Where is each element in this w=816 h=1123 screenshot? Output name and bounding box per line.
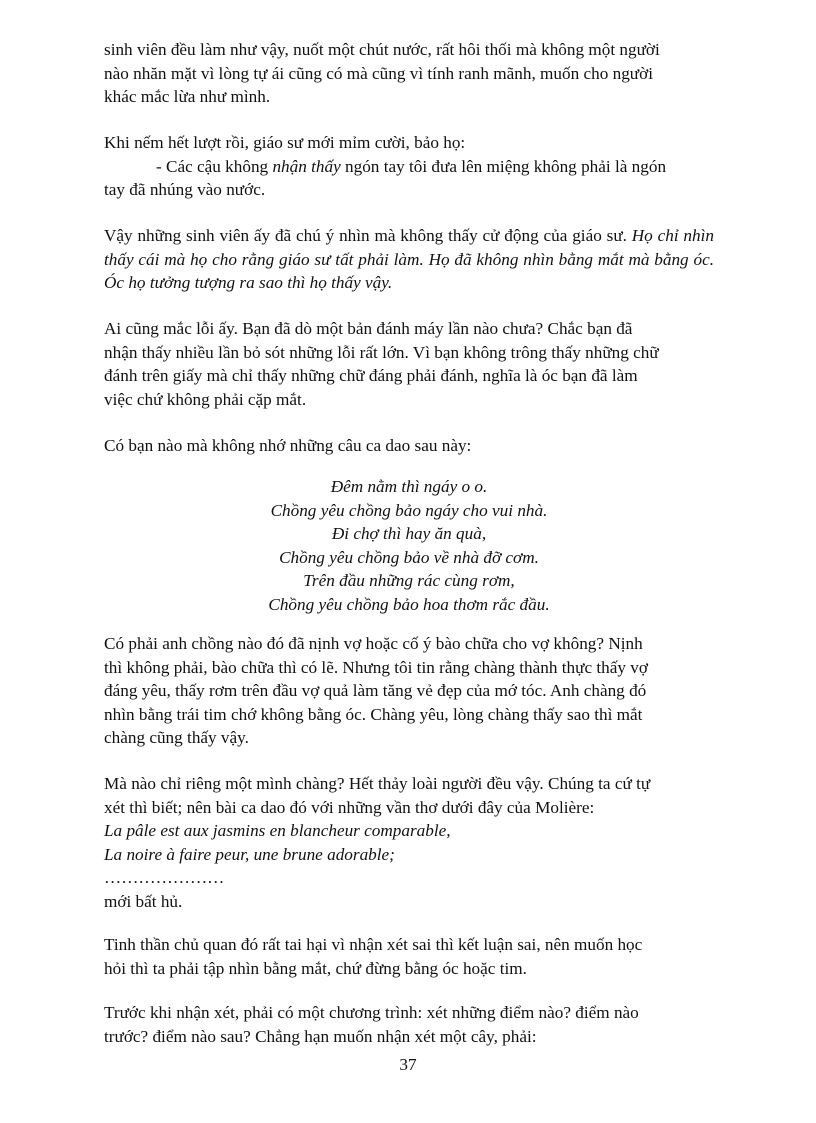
text-line: trước? điểm nào sau? Chẳng hạn muốn nhận xét một cây, phải: [104, 1026, 537, 1046]
text-line: nhìn bằng trái tim chớ không bằng óc. Chàng yêu, lòng chàng thấy sao thì mắt [104, 704, 643, 724]
text-line: tay đã nhúng vào nước. [104, 180, 266, 199]
text-line: Ai cũng mắc lỗi ấy. Bạn đã dò một bản đánh máy lần nào chưa? Chắc bạn đã [104, 319, 633, 338]
text-line: hỏi thì ta phải tập nhìn bằng mắt, chứ đừng bằng óc hoặc tim. [104, 958, 527, 978]
french-verse-line: La noire à faire peur, une brune adorable; [104, 844, 395, 864]
ellipsis-line: ………………… [104, 868, 225, 887]
text-line: việc chứ không phải cặp mắt. [104, 389, 307, 409]
paragraph-1 [104, 38, 714, 109]
paragraph-9 [104, 1001, 714, 1048]
dialogue-line [104, 155, 714, 179]
text-line: khác mắc lừa như mình. [104, 87, 271, 106]
french-verse-line: La pâle est aux jasmins en blancheur comparable, [104, 821, 451, 840]
page-number: 37 [399, 1055, 417, 1074]
text-line: đánh trên giấy mà chỉ thấy những chữ đáng phải đánh, nghĩa là óc bạn đã làm [104, 366, 638, 385]
poem-line: Đi chợ thì hay ăn quà, [331, 524, 487, 543]
text-line: nhận thấy nhiều lần bỏ sót những lỗi rất lớn. Vì bạn không trông thấy những chữ [104, 342, 659, 362]
text-line: mới bất hủ. [104, 891, 183, 911]
paragraph-3 [104, 224, 714, 295]
poem-line: Đêm nằm thì ngáy o o. [330, 477, 488, 496]
poem-line: Trên đầu những rác cùng rơm, [303, 571, 515, 590]
poem-line: Chồng yêu chồng bảo hoa thơm rắc đầu. [268, 594, 550, 614]
text-line: chàng cũng thấy vậy. [104, 728, 249, 747]
paragraph-4 [104, 317, 714, 411]
poem [104, 475, 714, 616]
text-line: xét thì biết; nên bài ca dao đó với những vần thơ dưới đây của Molière: [104, 797, 595, 817]
text-line: Mà nào chỉ riêng một mình chàng? Hết thảy loài người đều vậy. Chúng ta cứ tự [104, 774, 651, 793]
text-line: Có phải anh chồng nào đó đã nịnh vợ hoặc cố ý bào chữa cho vợ không? Nịnh [104, 634, 643, 653]
paragraph-7 [104, 772, 714, 913]
text-line: Tinh thần chủ quan đó rất tai hại vì nhận xét sai thì kết luận sai, nên muốn học [104, 935, 643, 954]
paragraph-8 [104, 933, 714, 980]
text-line: sinh viên đều làm như vậy, nuốt một chút nước, rất hôi thối mà không một người [104, 40, 660, 59]
text-line: thì không phải, bào chữa thì có lẽ. Nhưng tôi tin rằng chàng thành thực thấy vợ [104, 657, 648, 677]
poem-line: Chồng yêu chồng bảo ngáy cho vui nhà. [270, 500, 548, 520]
text-span: ngón tay tôi đưa lên miệng không phải là ngón [340, 156, 667, 176]
text-line: nào nhăn mặt vì lòng tự ái cũng có mà cũng vì tính ranh mãnh, muốn cho người [104, 63, 653, 83]
poem-line: Chồng yêu chồng bảo về nhà đỡ cơm. [279, 547, 539, 567]
paragraph-2 [104, 131, 714, 202]
text-line: Trước khi nhận xét, phải có một chương trình: xét những điểm nào? điểm nào [104, 1003, 639, 1022]
paragraph-6 [104, 632, 714, 750]
text-span: Vậy những sinh viên ấy đã chú ý nhìn mà không thấy cử động của giáo sư. [104, 226, 632, 245]
text-line: Khi nếm hết lượt rồi, giáo sư mới mỉm cười, bảo họ: [104, 133, 466, 152]
text-line: đáng yêu, thấy rơm trên đầu vợ quả làm tăng vẻ đẹp của mớ tóc. Anh chàng đó [104, 681, 647, 700]
emphasis-text: Họ chỉ nhìn thấy cái mà họ cho rằng giáo sư tất phải làm. Họ đã không nhìn bằng mắt mà bằng óc. Óc họ tưởng tượng ra sao thì họ thấy vậy. [104, 226, 714, 292]
text-span: - Các cậu không [156, 156, 273, 176]
emphasis-text: nhận thấy [272, 156, 341, 176]
paragraph-5: Có bạn nào mà không nhớ những câu ca dao sau này: [104, 436, 472, 455]
